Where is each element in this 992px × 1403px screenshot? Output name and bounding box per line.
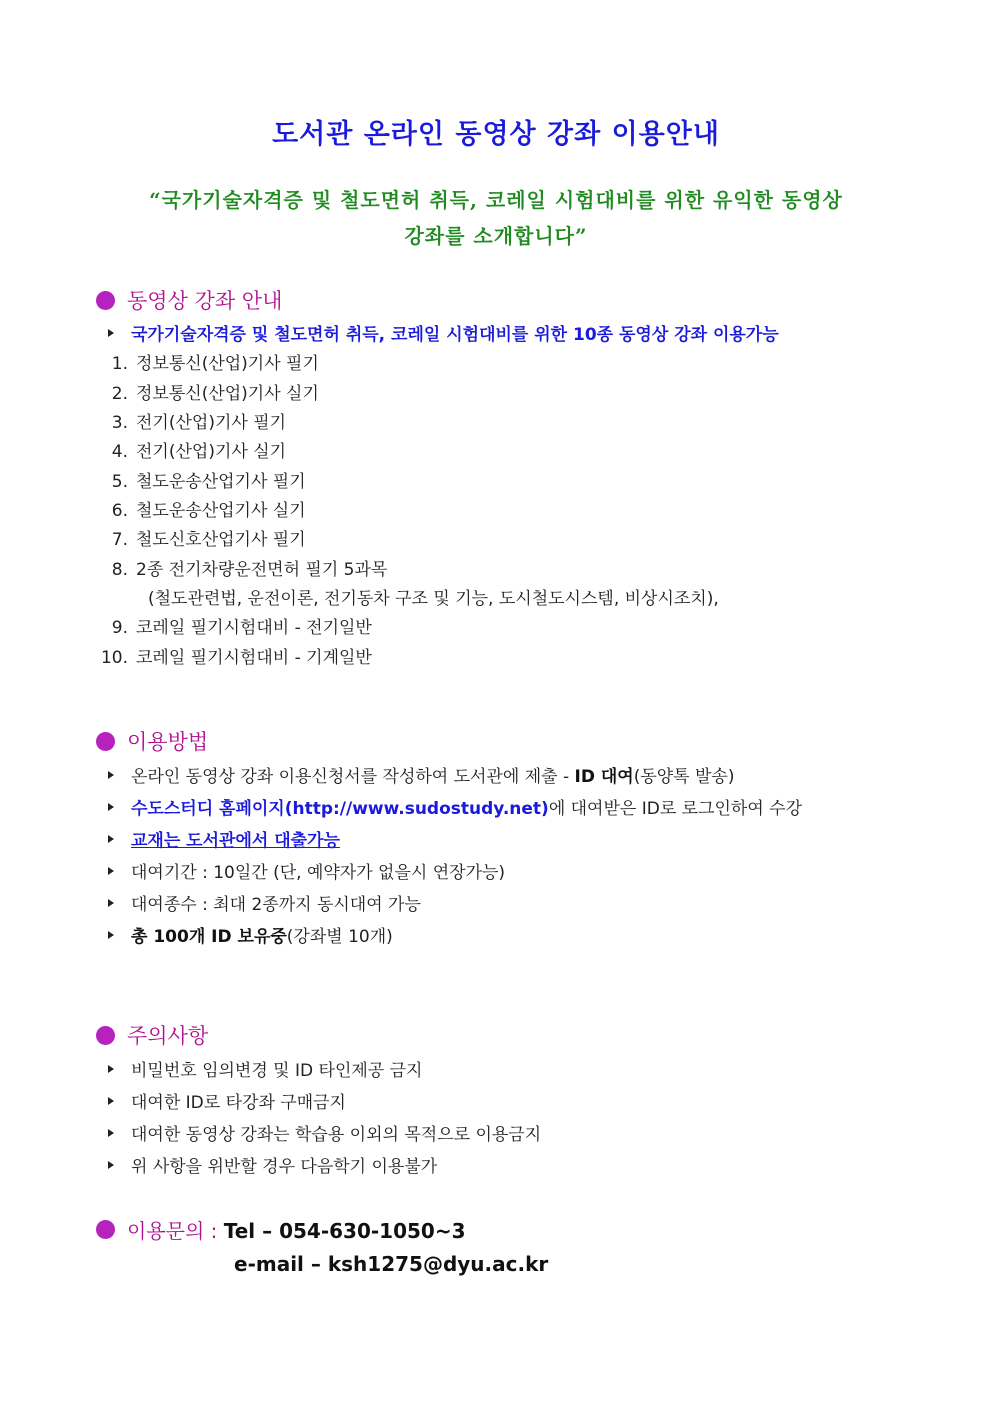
caution-item: 위 사항을 위반할 경우 다음학기 이용불가	[108, 1152, 437, 1177]
contact-email-line	[234, 1252, 548, 1276]
list-item: 10. 코레일 필기시험대비 - 기계일반	[100, 648, 372, 668]
caution-item: 비밀번호 임의변경 및 ID 타인제공 금지	[108, 1056, 422, 1081]
usage-item: 총 100개 ID 보유중 (강좌별 10개)	[108, 922, 393, 947]
section-heading-courses	[96, 285, 282, 315]
triangle-bullet-icon	[108, 329, 114, 337]
list-item: 7. 철도신호산업기사 필기	[111, 530, 306, 550]
list-item: 9. 코레일 필기시험대비 - 전기일반	[111, 618, 372, 638]
list-item: 3. 전기(산업)기사 필기	[111, 413, 287, 433]
usage-item: 교재는 도서관에서 대출가능	[108, 826, 340, 851]
triangle-bullet-icon	[108, 931, 114, 939]
list-item-detail: (철도관련법, 운전이론, 전기동차 구조 및 기능, 도시철도시스템, 비상시조치),	[148, 589, 719, 609]
triangle-bullet-icon	[108, 771, 114, 779]
subtitle	[100, 182, 892, 254]
list-item: 5. 철도운송산업기사 필기	[111, 472, 306, 492]
section-heading-label: 동영상 강좌 안내	[127, 289, 283, 313]
subtitle-line1: “국가기술자격증 및 철도면허 취득, 코레일 시험대비를 위한 유익한 동영상	[149, 188, 843, 212]
caution-item: 대여한 ID로 타강좌 구매금지	[108, 1088, 346, 1113]
usage-item: 온라인 동영상 강좌 이용신청서를 작성하여 도서관에 제출 - ID 대여 (동양톡 발송)	[108, 762, 734, 787]
bullet-dot-icon	[96, 1220, 115, 1239]
sudostudy-link[interactable]: 수도스터디 홈페이지(http://www.sudostudy.net)	[131, 799, 549, 819]
subtitle-line2: 강좌를 소개합니다”	[404, 224, 588, 248]
usage-item: 수도스터디 홈페이지(http://www.sudostudy.net) 에 대여받은 ID로 로그인하여 수강	[108, 794, 802, 819]
courses-intro-text: 국가기술자격증 및 철도면허 취득, 코레일 시험대비를 위한 10종 동영상 강좌 이용가능	[131, 325, 779, 345]
triangle-bullet-icon	[108, 835, 114, 843]
contact-tel-line	[96, 1215, 466, 1244]
contact-label: 이용문의 :	[127, 1219, 224, 1243]
caution-item: 대여한 동영상 강좌는 학습용 이외의 목적으로 이용금지	[108, 1120, 541, 1145]
usage-item: 대여기간 : 10일간 (단, 예약자가 없을시 연장가능)	[108, 858, 505, 883]
section-heading-usage	[96, 726, 208, 756]
list-item: 8. 2종 전기차량운전면허 필기 5과목	[111, 560, 388, 580]
triangle-bullet-icon	[108, 803, 114, 811]
list-item: 6. 철도운송산업기사 실기	[111, 501, 306, 521]
triangle-bullet-icon	[108, 899, 114, 907]
usage-item: 대여종수 : 최대 2종까지 동시대여 가능	[108, 890, 421, 915]
section-heading-label: 주의사항	[127, 1024, 209, 1048]
list-item: 4. 전기(산업)기사 실기	[111, 442, 287, 462]
courses-intro	[108, 320, 779, 345]
contact-email[interactable]: e-mail – ksh1275@dyu.ac.kr	[234, 1252, 549, 1276]
triangle-bullet-icon	[108, 1161, 114, 1169]
section-heading-label: 이용방법	[127, 730, 209, 754]
triangle-bullet-icon	[108, 1097, 114, 1105]
bullet-dot-icon	[96, 291, 115, 310]
section-heading-cautions	[96, 1020, 208, 1050]
list-item: 1. 정보통신(산업)기사 필기	[111, 354, 319, 374]
page-title: 도서관 온라인 동영상 강좌 이용안내	[272, 119, 720, 150]
triangle-bullet-icon	[108, 1129, 114, 1137]
contact-tel: Tel – 054-630-1050~3	[223, 1219, 466, 1243]
bullet-dot-icon	[96, 1026, 115, 1045]
bullet-dot-icon	[96, 732, 115, 751]
triangle-bullet-icon	[108, 867, 114, 875]
list-item: 2. 정보통신(산업)기사 실기	[111, 384, 319, 404]
triangle-bullet-icon	[108, 1065, 114, 1073]
